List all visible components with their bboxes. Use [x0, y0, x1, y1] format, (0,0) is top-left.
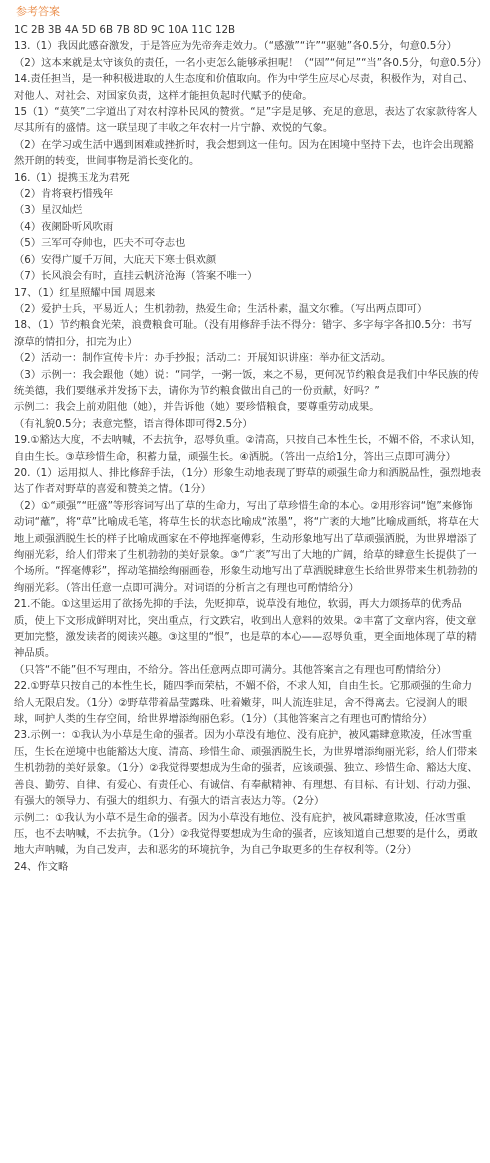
answer-line: （6）安得广厦千万间，大庇天下寒士俱欢颜: [14, 253, 217, 266]
answer-line: 15（1）“莫笑”二字道出了对农村淳朴民风的赞赏。“足”字是足够、充足的意思，表达了农家款待客人尽其所有的盛情。这一联呈现了丰收之年农村一片宁静、欢悦的气象。: [14, 106, 478, 135]
answer-line: 16.（1）提携玉龙为君死: [14, 171, 130, 184]
answer-line: 17、（1）红星照耀中国 周恩来: [14, 286, 156, 299]
answer-line: （只答“不能”但不写理由，不给分。答出任意两点即可满分。其他答案言之有理也可酌情给分）: [14, 663, 447, 676]
answer-line: （有礼貌0.5分；表意完整，语言得体即可得2.5分）: [14, 417, 253, 430]
answer-line: 22.①野草只按自己的本性生长，随四季而荣枯，不媚不俗，不求人知，自由生长。它那顽强的生命力给人无限启发。（1分）②野草带着晶莹露珠、吐着嫩芽，叫人流连驻足，舍不得离去。它浸润人的眼球，呵护人类的生存空间，给世界增添绚丽色彩。（1分）（其他答案言之有理也可酌情给分）: [14, 680, 473, 726]
answer-line: 20.（1）运用拟人、排比修辞手法，（1分）形象生动地表现了野草的顽强生命力和洒脱品性，强烈地表达了作者对野草的喜爱和赞美之情。（1分）: [14, 466, 482, 496]
answer-line: 24、作文略: [14, 860, 69, 873]
answer-line: （2）在学习或生活中遇到困难或挫折时，我会想到这一佳句。因为在困境中坚持下去，也许会出现豁然开朗的转变，世间事物是消长变化的。: [14, 138, 474, 168]
answer-line: 19.①豁达大度，不去呐喊，不去抗争，忍辱负重。②清高，只按自己本性生长，不媚不俗，不求认知，自由生长。③草珍惜生命，积蓄力量，顽强生长。④洒脱。（答出一点给1分，答出三点即可满分）: [14, 434, 482, 463]
answer-line: （2）爱护士兵，平易近人；生机勃勃，热爱生命；生活朴素，温文尔雅。（写出两点即可）: [14, 302, 428, 315]
answer-line: （5）三军可夺帅也，匹夫不可夺志也: [14, 237, 186, 250]
answer-line: （2）肯将衰朽惜残年: [14, 188, 114, 201]
answer-list: [14, 22, 487, 875]
answer-line: 21.不能。①这里运用了欲扬先抑的手法，先贬抑草，说草没有地位，软弱，再大力颂扬草的优秀品质，使上下文形成鲜明对比，突出重点，行文跌宕，收到出人意料的效果。②丰富了文章内容，使文章更加完整，激发读者的阅读兴趣。③这里的“恨”，也是草的本心——忍辱负重，更全面地体现了草的精神品质。: [14, 598, 477, 660]
answer-line: （7）长风浪会有时，直挂云帆济沧海（答案不唯一）: [14, 270, 258, 283]
answer-line: （2）①“顽强”“旺盛”等形容词写出了草的生命力，写出了草珍惜生命的本心。②用形容词“饱”来修饰动词“蘸”，将“草”比喻成毛笔，将草生长的状态比喻成“浓墨”，将“广袤的大地”比喻成画纸，将草在大地上顽强洒脱生长的样子比喻成画家在不停地挥毫傅彩，生动形象地写出了草顽强洒脱，为世界增添了绚丽光彩，给人们带来了生机勃勃的美好景象。③“广袤”写出了大地的广阔，给草的肆意生长提供了一个场所。“挥毫傅彩”，挥动笔描绘绚丽画卷，形象生动地写出了草洒脱肆意生长给世界带来生机勃勃的绚丽光彩。（答出任意一点即可满分。对词语的分析言之有理也可酌情给分）: [14, 499, 479, 594]
answer-line: 示例二：我会上前劝阻他（她），并告诉他（她）要珍惜粮食，要尊重劳动成果。: [14, 401, 380, 414]
answer-line: （3）星汉灿烂: [14, 204, 83, 217]
answer-line: 1C 2B 3B 4A 5D 6B 7B 8D 9C 10A 11C 12B: [14, 24, 236, 36]
answer-line: 13.（1）我因此感奋激发，于是答应为先帝奔走效力。（“感激”“许”“驱驰”各0.5分，句意0.5分）: [14, 40, 457, 53]
answer-line: 23.示例一：①我认为小草是生命的强者。因为小草没有地位、没有庇护，被风霜肆意欺凌，任冰雪重压，生长在逆境中也能豁达大度、清高、珍惜生命、顽强洒脱生长，为世界增添绚丽光彩，给人们带来生机勃勃的美好景象。（1分）②我觉得要想成为生命的强者，应该顽强、独立、珍惜生命、豁达大度、善良、勤劳、自律、有爱心、有责任心、有诚信、有奉献精神、有理想、有目标、有计划、行动力强、有强大的领导力、有强大的组织力、有强大的语言表达力等。（2分）: [14, 729, 478, 808]
answer-line: （2）活动一：制作宣传卡片：办手抄报；活动二：开展知识讲座：举办征文活动。: [14, 352, 392, 365]
answer-line: 示例二：①我认为小草不是生命的强者。因为小草没有地位、没有庇护，被风霜肆意欺凌，任冰雪重压，也不去呐喊，不去抗争。（1分）②我觉得要想成为生命的强者，应该知道自己想要的是什么，勇敢地大声呐喊，为自己发声，去和恶劣的环境抗争，为自己争取更多的生存权利等。（2分）: [14, 811, 478, 857]
answer-line: 14.责任担当，是一种积极进取的人生态度和价值取向。作为中学生应尽心尽责，积极作为，对自己、对他人、对社会、对国家负责，这样才能担负起时代赋予的使命。: [14, 73, 474, 102]
page-title: 参考答案: [16, 5, 60, 18]
answer-line: （2）这本来就是太守该负的责任，一名小吏怎么能够承担呢！（“固”“何足”“当”各0.5分，句意0.5分）: [14, 56, 487, 69]
answer-line: 18、（1）节约粮食光荣，浪费粮食可耻。（没有用修辞手法不得分：错字、多字每字各扣0.5分：书写潦草的情扣分，扣完为止）: [14, 319, 473, 348]
answer-line: （3）示例一：我会跟他（她）说：“同学，一粥一饭，来之不易，更何况节约粮食是我们中华民族的传统美德，我们要继承并发扬下去，请你为节约粮食做出自己的一份贡献，好吗？”: [14, 368, 479, 397]
answer-line: （4）夜阑卧听风吹雨: [14, 220, 114, 233]
